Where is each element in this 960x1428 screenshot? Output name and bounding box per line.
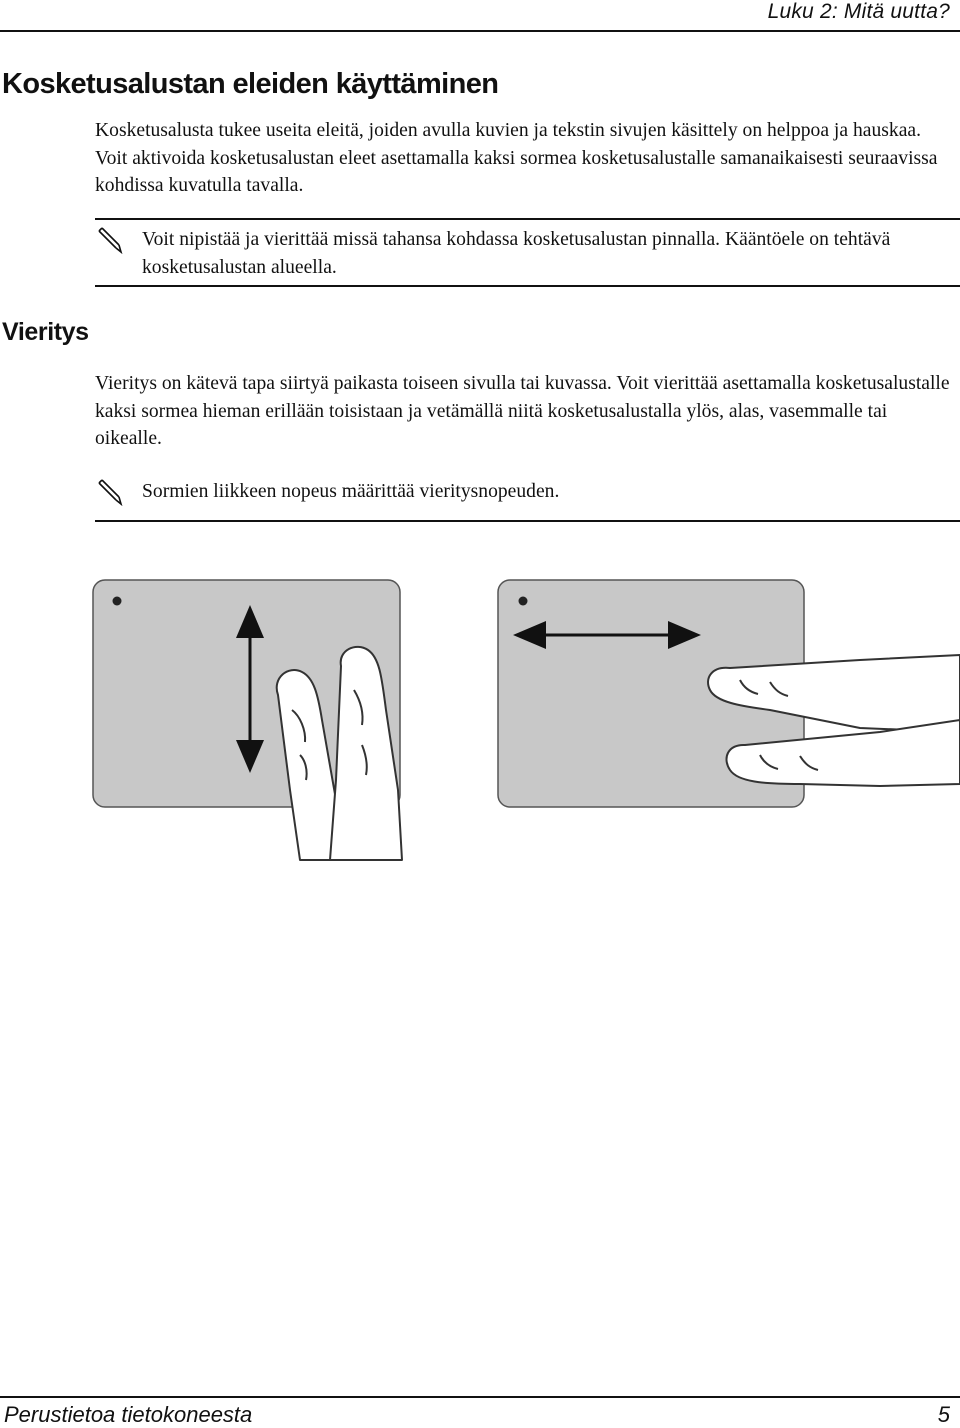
footer-title: Perustietoa tietokoneesta: [4, 1402, 253, 1427]
pencil-note-icon: [95, 226, 123, 254]
touchpad-indicator-dot: [519, 597, 528, 606]
note-text: Sormien liikkeen nopeus määrittää vieritysnopeuden.: [142, 481, 560, 502]
scroll-gesture-figure: [0, 560, 960, 880]
section-title: Kosketusalustan eleiden käyttäminen: [2, 68, 499, 100]
note-bottom-rule: [95, 520, 960, 522]
page-number: 5: [937, 1402, 950, 1427]
scroll-paragraph: Vieritys on kätevä tapa siirtyä paikasta toiseen sivulla tai kuvassa. Voit vierittää asettamalla kosketusalustalle kaksi sormea hieman erillään toisistaan ja vetämällä niitä kosketusalustalla ylös, alas, vasemmalle tai oikealle.: [95, 373, 950, 449]
note-text: Voit nipistää ja vierittää missä tahansa kohdassa kosketusalustan pinnalla. Kääntöele on tehtävä kosketusalustan alueella.: [142, 229, 891, 278]
touchpad-indicator-dot: [113, 597, 122, 606]
touchpad-horizontal-scroll: [498, 580, 960, 807]
intro-paragraph: Kosketusalusta tukee useita eleitä, joiden avulla kuvien ja tekstin sivujen käsittely on helppoa ja hauskaa. Voit aktivoida kosketusalustan eleet asettamalla kaksi sormea kosketusalustalle samanaikaisesti seuraavissa kohdissa kuvatulla tavalla.: [95, 120, 938, 196]
subsection-title: Vieritys: [2, 318, 89, 346]
header-rule: [0, 30, 960, 32]
chapter-header: Luku 2: Mitä uutta?: [767, 0, 950, 23]
pencil-note-icon: [95, 478, 123, 506]
footer-rule: [0, 1396, 960, 1398]
note-bottom-rule: [95, 285, 960, 287]
touchpad-vertical-scroll: [93, 580, 402, 860]
note-top-rule: [95, 218, 960, 220]
